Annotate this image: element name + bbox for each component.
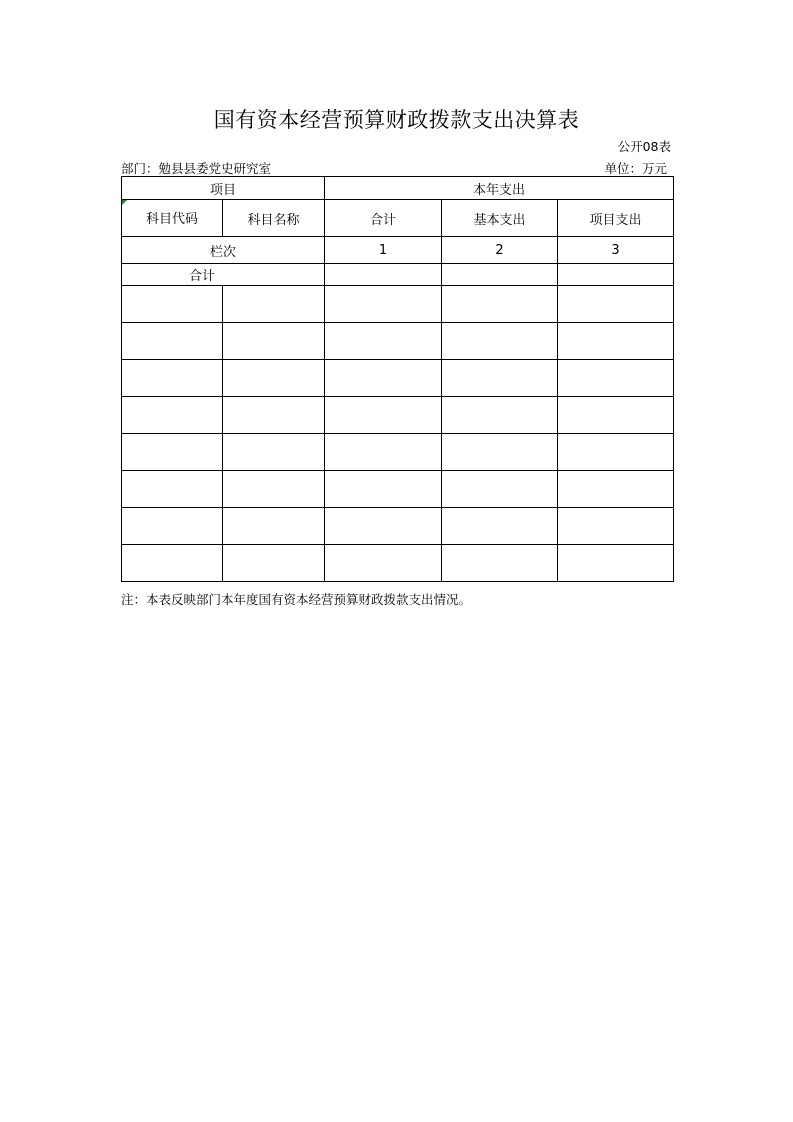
total-cell xyxy=(325,264,442,286)
table-cell xyxy=(122,545,223,582)
total-row xyxy=(122,264,674,286)
table-cell xyxy=(223,397,325,434)
table-cell xyxy=(122,323,223,360)
page-title: 国有资本经营预算财政拨款支出决算表 xyxy=(213,108,580,132)
item-header: 项目 xyxy=(122,177,325,200)
table-cell xyxy=(325,323,442,360)
expense-table xyxy=(121,176,674,582)
table-row xyxy=(122,508,674,545)
table-row xyxy=(122,286,674,323)
table-row xyxy=(122,434,674,471)
column-label: 栏次 xyxy=(122,237,325,264)
table-cell xyxy=(558,545,674,582)
column-number-2: 2 xyxy=(442,237,558,264)
table-cell xyxy=(122,286,223,323)
table-cell xyxy=(223,360,325,397)
table-cell xyxy=(325,545,442,582)
table-row xyxy=(122,397,674,434)
table-cell xyxy=(442,323,558,360)
table-cell xyxy=(325,508,442,545)
table-cell xyxy=(223,508,325,545)
table-cell xyxy=(558,286,674,323)
table-cell xyxy=(442,471,558,508)
comment-marker-icon xyxy=(122,200,127,205)
total-basic-cell xyxy=(442,264,558,286)
table-row xyxy=(122,545,674,582)
total-project-cell xyxy=(558,264,674,286)
table-cell xyxy=(442,360,558,397)
column-number-3: 3 xyxy=(558,237,674,264)
table-cell xyxy=(325,397,442,434)
table-cell xyxy=(558,508,674,545)
table-row xyxy=(122,323,674,360)
table-cell xyxy=(442,434,558,471)
table-row xyxy=(122,360,674,397)
table-cell xyxy=(442,545,558,582)
table-cell xyxy=(223,323,325,360)
table-cell xyxy=(122,397,223,434)
unit-label: 单位：万元 xyxy=(604,161,667,176)
department-label: 部门：勉县县委党史研究室 xyxy=(121,161,272,176)
header-row-1 xyxy=(122,177,674,200)
column-number-1: 1 xyxy=(325,237,442,264)
header-row-2 xyxy=(122,200,674,237)
table-cell xyxy=(223,434,325,471)
subject-name-header: 科目名称 xyxy=(223,200,325,237)
total-row-label: 合计 xyxy=(189,269,216,284)
table-cell xyxy=(325,434,442,471)
table-cell xyxy=(122,360,223,397)
table-cell xyxy=(325,471,442,508)
table-cell xyxy=(223,471,325,508)
table-cell xyxy=(122,508,223,545)
subject-code-label: 科目代码 xyxy=(145,212,198,227)
table-cell xyxy=(442,508,558,545)
table-cell xyxy=(558,471,674,508)
table-cell xyxy=(558,397,674,434)
total-row-label-cell xyxy=(122,264,325,286)
table-cell xyxy=(122,471,223,508)
table-cell xyxy=(558,323,674,360)
table-cell xyxy=(442,286,558,323)
subject-code-header xyxy=(122,200,223,237)
table-cell xyxy=(442,397,558,434)
table-cell xyxy=(223,545,325,582)
basic-expense-header: 基本支出 xyxy=(442,200,558,237)
year-expense-header: 本年支出 xyxy=(325,177,674,200)
table-row xyxy=(122,471,674,508)
table-cell xyxy=(325,286,442,323)
form-code: 公开08表 xyxy=(617,139,671,154)
project-expense-header: 项目支出 xyxy=(558,200,674,237)
footnote: 注：本表反映部门本年度国有资本经营预算财政拨款支出情况。 xyxy=(121,592,472,607)
table-cell xyxy=(223,286,325,323)
column-number-row xyxy=(122,237,674,264)
table-cell xyxy=(558,434,674,471)
table-cell xyxy=(122,434,223,471)
table-cell xyxy=(558,360,674,397)
total-header: 合计 xyxy=(325,200,442,237)
table-cell xyxy=(325,360,442,397)
